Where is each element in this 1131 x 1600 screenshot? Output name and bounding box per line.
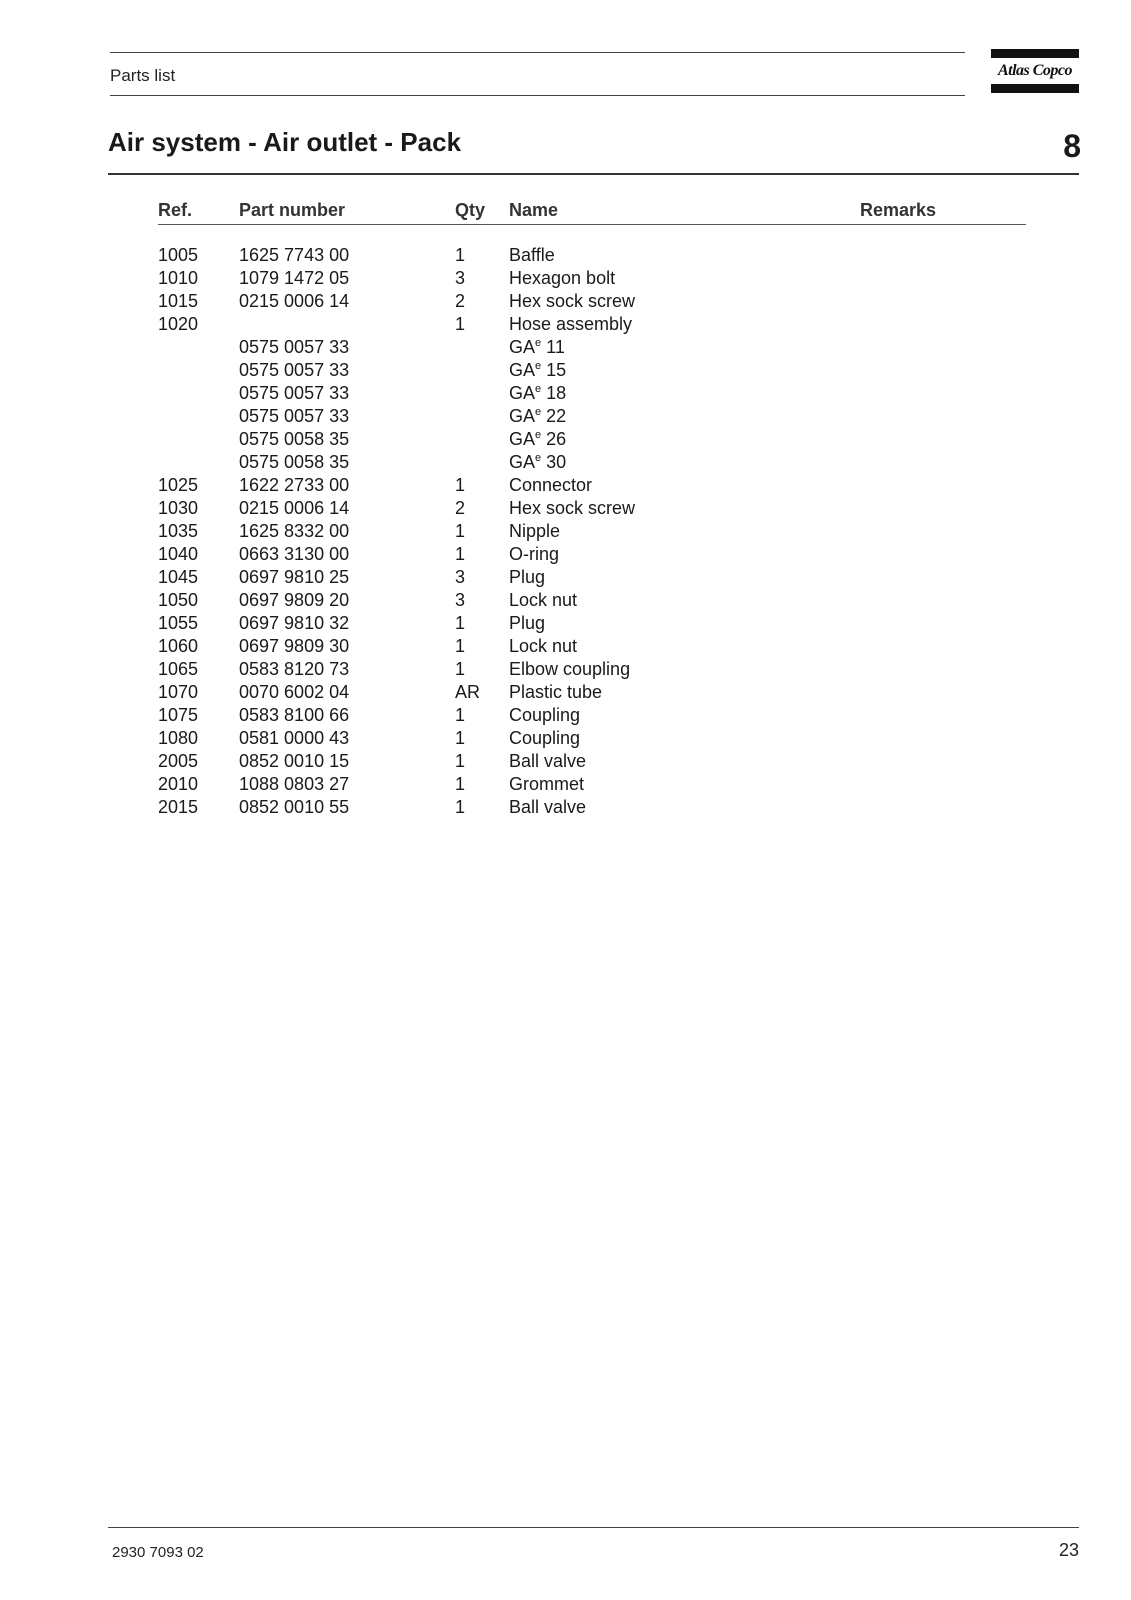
table-body: [158, 245, 1026, 820]
cell-name-superscript: e: [535, 406, 542, 418]
cell-ref: 1035: [158, 521, 199, 541]
table-row: [158, 314, 1026, 337]
cell-name-model-size: 26: [541, 429, 567, 449]
cell-name: [509, 360, 566, 381]
cell-part-number: 0697 9809 20: [239, 590, 350, 610]
table-row: [158, 682, 1026, 705]
header-section-label: Parts list: [110, 66, 176, 85]
cell-qty: 2: [455, 498, 466, 518]
table-row: [158, 406, 1026, 429]
cell-name: [509, 314, 632, 335]
cell-name-text: Nipple: [509, 521, 561, 541]
table-row: [158, 636, 1026, 659]
cell-part-number: 0697 9809 30: [239, 636, 350, 656]
cell-part-number: 0070 6002 04: [239, 682, 350, 702]
cell-name-text: GA: [509, 337, 536, 357]
logo-top-bar: [991, 49, 1079, 58]
table-row: [158, 268, 1026, 291]
footer-rule: [108, 1527, 1079, 1528]
table-row: [158, 337, 1026, 360]
cell-part-number: 0575 0057 33: [239, 360, 350, 380]
column-header-remarks: Remarks: [860, 200, 937, 220]
table-row: [158, 751, 1026, 774]
table-row: [158, 245, 1026, 268]
cell-name: [509, 751, 586, 772]
table-row: [158, 567, 1026, 590]
column-header-ref: Ref.: [158, 200, 193, 220]
cell-ref: 1055: [158, 613, 199, 633]
cell-ref: 1020: [158, 314, 199, 334]
cell-ref: 1040: [158, 544, 199, 564]
cell-name-model-size: 22: [541, 406, 567, 426]
table-row: [158, 544, 1026, 567]
table-row: [158, 705, 1026, 728]
cell-name: [509, 613, 545, 634]
cell-part-number: 0575 0058 35: [239, 429, 350, 449]
cell-qty: 3: [455, 567, 466, 587]
cell-name-model-size: 15: [541, 360, 567, 380]
cell-name: [509, 590, 577, 611]
cell-name-text: Plug: [509, 613, 546, 633]
cell-part-number: 0575 0058 35: [239, 452, 350, 472]
cell-qty: 1: [455, 636, 466, 656]
table-row: [158, 613, 1026, 636]
cell-name-text: Hose assembly: [509, 314, 633, 334]
cell-qty: 1: [455, 751, 466, 771]
cell-name-text: GA: [509, 429, 536, 449]
cell-name-model-size: 30: [541, 452, 567, 472]
cell-name-text: Plug: [509, 567, 546, 587]
cell-ref: 1065: [158, 659, 199, 679]
cell-name: [509, 705, 580, 726]
table-header: [158, 200, 1026, 225]
cell-name-model-size: 18: [541, 383, 567, 403]
cell-name: [509, 429, 566, 450]
cell-ref: 1060: [158, 636, 199, 656]
cell-part-number: 0215 0006 14: [239, 498, 350, 518]
cell-name-text: Grommet: [509, 774, 585, 794]
cell-qty: 1: [455, 659, 466, 679]
cell-name-superscript: e: [535, 360, 542, 372]
cell-name: [509, 567, 545, 588]
cell-name: [509, 475, 592, 496]
cell-part-number: 0697 9810 25: [239, 567, 350, 587]
cell-ref: 1005: [158, 245, 199, 265]
cell-ref: 1015: [158, 291, 199, 311]
cell-name-text: Ball valve: [509, 797, 587, 817]
table-row: [158, 291, 1026, 314]
cell-qty: 1: [455, 705, 466, 725]
header-bottom-rule: [110, 95, 965, 96]
table-row: [158, 590, 1026, 613]
cell-qty: 1: [455, 613, 466, 633]
table-row: [158, 728, 1026, 751]
cell-name-text: GA: [509, 383, 536, 403]
cell-name: [509, 291, 635, 312]
column-header-part-number: Part number: [239, 200, 346, 220]
cell-name: [509, 406, 566, 427]
cell-name-text: Coupling: [509, 728, 581, 748]
cell-name-superscript: e: [535, 383, 542, 395]
cell-part-number: 0583 8100 66: [239, 705, 350, 725]
cell-name-model-size: 11: [541, 337, 565, 357]
cell-part-number: 1625 8332 00: [239, 521, 350, 541]
cell-ref: 1030: [158, 498, 199, 518]
cell-name-superscript: e: [535, 337, 542, 349]
cell-part-number: 0575 0057 33: [239, 383, 350, 403]
cell-part-number: 0852 0010 55: [239, 797, 350, 817]
cell-part-number: 1625 7743 00: [239, 245, 350, 265]
column-header-qty: Qty: [455, 200, 486, 220]
cell-qty: 1: [455, 544, 466, 564]
cell-ref: 1080: [158, 728, 199, 748]
cell-qty: 1: [455, 314, 466, 334]
table-row: [158, 360, 1026, 383]
cell-qty: 1: [455, 728, 466, 748]
table-row: [158, 383, 1026, 406]
logo-bottom-bar: [991, 84, 1079, 93]
cell-ref: 1045: [158, 567, 199, 587]
cell-part-number: 0581 0000 43: [239, 728, 350, 748]
cell-qty: 3: [455, 268, 466, 288]
cell-qty: 3: [455, 590, 466, 610]
cell-name: [509, 682, 602, 703]
cell-part-number: 0697 9810 32: [239, 613, 350, 633]
cell-part-number: 0852 0010 15: [239, 751, 350, 771]
cell-name-text: Lock nut: [509, 636, 578, 656]
cell-qty: 1: [455, 475, 466, 495]
cell-name-superscript: e: [535, 429, 542, 441]
cell-name: [509, 521, 560, 542]
cell-name-text: Ball valve: [509, 751, 587, 771]
chapter-number: 8: [1063, 128, 1081, 164]
cell-name: [509, 337, 565, 358]
cell-name-superscript: e: [535, 452, 542, 464]
cell-ref: 1050: [158, 590, 199, 610]
cell-part-number: 0575 0057 33: [239, 337, 350, 357]
cell-name-text: Hex sock screw: [509, 498, 636, 518]
cell-qty: AR: [455, 682, 481, 702]
table-row: [158, 797, 1026, 820]
cell-name: [509, 774, 584, 795]
cell-qty: 1: [455, 774, 466, 794]
cell-name-text: Lock nut: [509, 590, 578, 610]
cell-name: [509, 544, 559, 565]
cell-name-text: O-ring: [509, 544, 560, 564]
cell-name: [509, 268, 615, 289]
cell-ref: 2010: [158, 774, 199, 794]
cell-ref: 2005: [158, 751, 199, 771]
cell-part-number: 0663 3130 00: [239, 544, 350, 564]
cell-name-text: Connector: [509, 475, 593, 495]
cell-name: [509, 245, 555, 266]
atlas-copco-logo: [991, 49, 1079, 93]
cell-name: [509, 383, 566, 404]
cell-name-text: GA: [509, 360, 536, 380]
footer-document-number: 2930 7093 02: [112, 1544, 204, 1561]
table-row: [158, 475, 1026, 498]
cell-name: [509, 636, 577, 657]
cell-name: [509, 797, 586, 818]
cell-name-text: GA: [509, 406, 536, 426]
cell-ref: 1010: [158, 268, 199, 288]
cell-name: [509, 659, 630, 680]
footer-page-number: 23: [1058, 1540, 1079, 1560]
logo-brand-text: Atlas Copco: [997, 62, 1073, 79]
cell-part-number: 0575 0057 33: [239, 406, 350, 426]
cell-qty: 1: [455, 245, 466, 265]
cell-name: [509, 728, 580, 749]
cell-part-number: 0215 0006 14: [239, 291, 350, 311]
cell-name-text: Hexagon bolt: [509, 268, 616, 288]
page-title: Air system - Air outlet - Pack: [108, 127, 462, 157]
cell-qty: 1: [455, 797, 466, 817]
table-row: [158, 521, 1026, 544]
cell-ref: 1070: [158, 682, 199, 702]
column-header-name: Name: [509, 200, 559, 220]
cell-part-number: 1079 1472 05: [239, 268, 350, 288]
cell-name-text: Coupling: [509, 705, 581, 725]
cell-name: [509, 498, 635, 519]
table-row: [158, 659, 1026, 682]
cell-name: [509, 452, 566, 473]
cell-name-text: Elbow coupling: [509, 659, 631, 679]
cell-part-number: 1622 2733 00: [239, 475, 350, 495]
table-row: [158, 498, 1026, 521]
header-top-rule: [110, 52, 965, 53]
table-row: [158, 774, 1026, 797]
cell-part-number: 1088 0803 27: [239, 774, 350, 794]
cell-qty: 1: [455, 521, 466, 541]
parts-table: [158, 200, 1026, 820]
cell-name-text: Hex sock screw: [509, 291, 636, 311]
cell-name-text: GA: [509, 452, 536, 472]
cell-name-text: Plastic tube: [509, 682, 603, 702]
table-row: [158, 452, 1026, 475]
cell-ref: 1075: [158, 705, 199, 725]
cell-part-number: 0583 8120 73: [239, 659, 350, 679]
cell-name-text: Baffle: [509, 245, 555, 265]
table-row: [158, 429, 1026, 452]
cell-qty: 2: [455, 291, 466, 311]
title-rule: [108, 173, 1079, 175]
cell-ref: 1025: [158, 475, 199, 495]
cell-ref: 2015: [158, 797, 199, 817]
